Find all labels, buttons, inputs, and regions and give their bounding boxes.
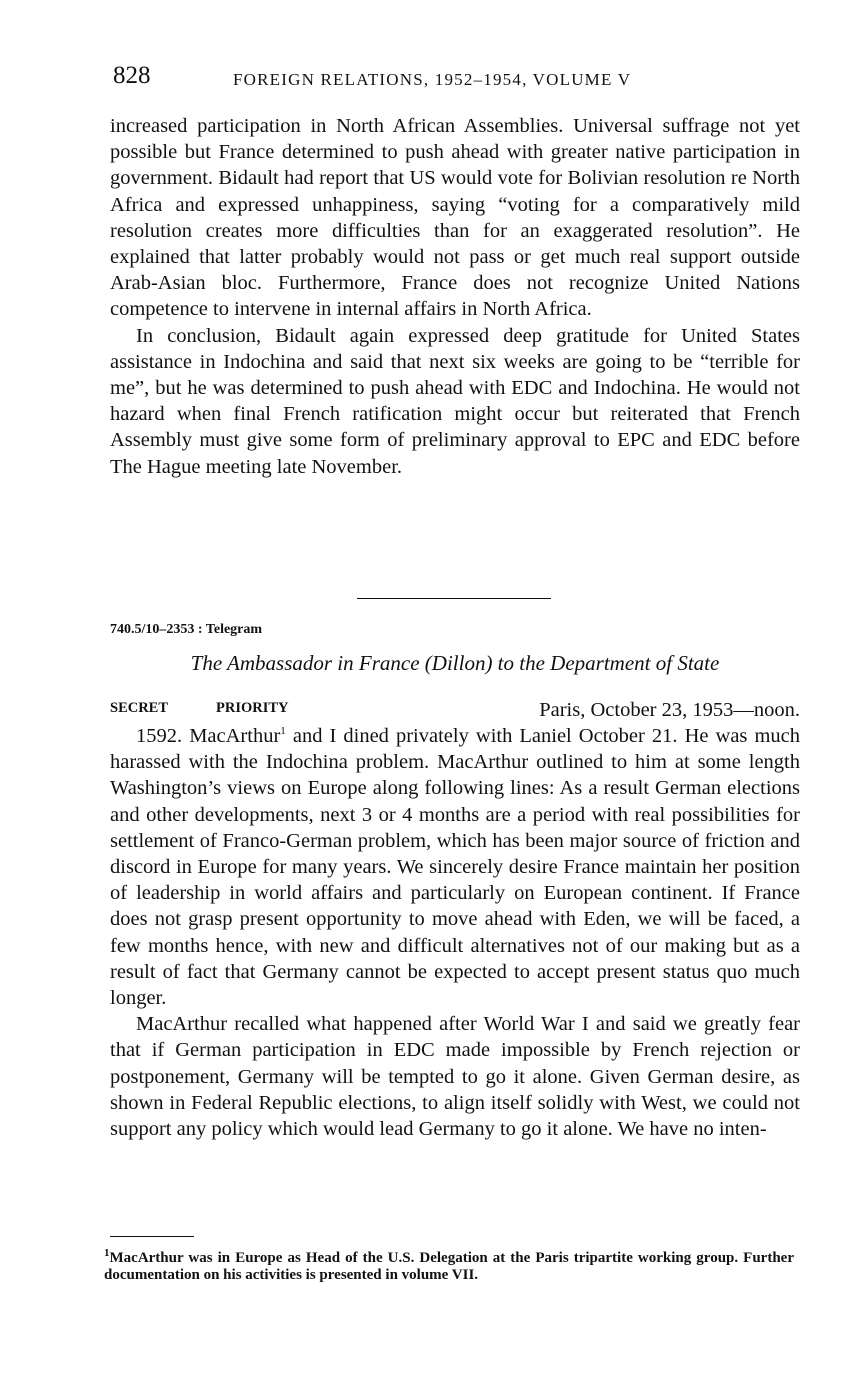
section-divider: [357, 598, 551, 599]
macarthur-name: MacArthur: [189, 725, 281, 747]
file-identifier: 740.5/10–2353 : Telegram: [110, 622, 263, 637]
footnote-text: MacArthur was in Europe as Head of the U.S. Delegation at the Paris tripartite working group. Further documentation on his activities is presented in volume VII.: [104, 1250, 794, 1283]
telegram-paragraph-1: [110, 723, 800, 1011]
telegram-body: [110, 723, 800, 1142]
page-number: 828: [113, 62, 151, 89]
document-meta: [110, 699, 800, 725]
footnote-marker: 1: [104, 1247, 110, 1259]
continued-paragraph: increased participation in North African Assemblies. Universal suffrage not yet possible but France determined to push ahead with greater native participation in government. Bidault had report that US would vote for Bolivian resolution re North Africa and expressed unhappiness, saying “voting for a comparatively mild resolution creates more difficulties than for an exaggerated resolution”. He explained that latter probably would not pass or get much real support outside Arab-Asian bloc. Furthermore, France does not recognize United Nations competence to intervene in internal affairs in North Africa.: [110, 115, 800, 321]
page-header: [113, 60, 803, 100]
continued-text: [110, 113, 800, 480]
running-head: FOREIGN RELATIONS, 1952–1954, VOLUME V: [233, 70, 632, 89]
classification-label: SECRET: [110, 700, 169, 716]
telegram-number: 1592.: [136, 725, 183, 747]
telegram-paragraph-1-text: and I dined privately with Laniel October 21. He was much harassed with the Indochina problem. MacArthur outlined to him at some length Washington’s views on Europe along following lines: As a result German elections and other developments, next 3 or 4 months are a period with real possibilities for settlement of Franco-German problem, which has been major source of friction and discord in Europe for many years. We sincerely desire France maintain her position of leadership in world affairs and particularly on European continent. If France does not grasp present opportunity to move ahead with Eden, we will be faced, a few months hence, with new and difficult alternatives not of our making but as a result of fact that Germany cannot be expected to accept present status quo much longer.: [110, 725, 801, 1010]
footnote-divider: [110, 1236, 194, 1237]
footnote-reference: 1: [280, 725, 286, 738]
telegram-paragraph-2: MacArthur recalled what happened after World War I and said we greatly fear that if German participation in EDC made impossible by French rejection or postponement, Germany will be tempted to go it alone. Given German desire, as shown in Federal Republic elections, to align itself solidly with West, we could not support any policy which would lead Germany to go it alone. We have no inten-: [110, 1013, 800, 1141]
priority-label: PRIORITY: [216, 700, 289, 716]
dateline: Paris, October 23, 1953—noon.: [539, 699, 800, 721]
conclusion-paragraph: In conclusion, Bidault again expressed deep gratitude for United States assistance in Indochina and said that next six weeks are going to be “terrible for me”, but he was determined to push ahead with EDC and Indochina. He would not hazard when final French ratification might occur but reiterated that French Assembly must give some form of preliminary approval to EPC and EDC before The Hague meeting late November.: [110, 324, 800, 478]
footnote: [104, 1247, 794, 1284]
document-title: The Ambassador in France (Dillon) to the Department of State: [190, 651, 720, 675]
